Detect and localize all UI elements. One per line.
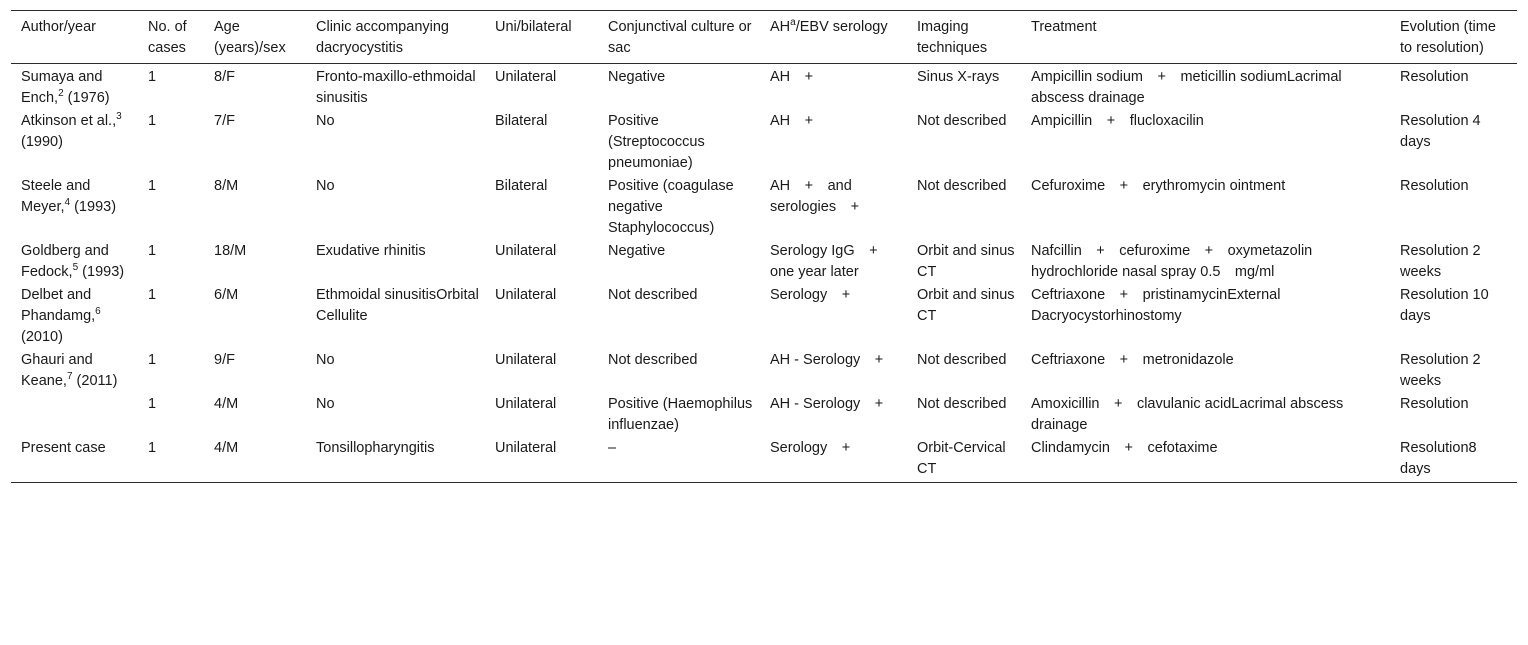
cell-evolution: Resolution 2 weeks [1400, 243, 1481, 280]
cell-author [11, 349, 138, 393]
cell-bilateral: Bilateral [495, 178, 548, 194]
cell-serology: Serology + [770, 440, 851, 456]
cell-age: 4/M [214, 440, 239, 456]
publication-year: (1976) [63, 90, 110, 106]
cell-serology: AH - Serology + [770, 352, 884, 368]
header-treatment: Treatment [1031, 19, 1097, 35]
cell-bilateral: Bilateral [495, 113, 548, 129]
reference-number: 6 [95, 306, 101, 318]
cell-serology: AH + [770, 113, 814, 129]
cell-culture: Not described [608, 352, 698, 368]
cell-cases: 1 [148, 178, 157, 194]
cell-culture: – [608, 440, 617, 456]
reference-number: 2 [58, 88, 64, 100]
cell-evolution: Resolution [1400, 178, 1469, 194]
cell-treatment: Ampicillin sodium + meticillin sodiumLacrimal abscess drainage [1031, 69, 1342, 106]
cell-culture: Positive (coagulase negative Staphylococcus) [608, 178, 734, 236]
table-row [11, 393, 1517, 437]
cell-author [11, 175, 138, 240]
cell-imaging: Orbit and sinus CT [917, 243, 1015, 280]
table-row [11, 284, 1517, 349]
cell-author [11, 393, 138, 437]
cell-clinic: No [316, 178, 335, 194]
publication-year: (2011) [72, 373, 118, 389]
cell-serology: Serology IgG + one year later [770, 243, 893, 280]
cell-clinic: No [316, 352, 335, 368]
cell-author [11, 240, 138, 284]
reference-number: 7 [66, 371, 73, 383]
cell-serology: AH + and serologies + [770, 178, 860, 215]
header-serology-footnote: a [790, 17, 796, 29]
cell-cases: 1 [148, 352, 157, 368]
cell-cases: 1 [148, 243, 157, 259]
cell-clinic: Ethmoidal sinusitisOrbital Cellulite [316, 287, 479, 324]
cell-bilateral: Unilateral [495, 352, 557, 368]
table-row [11, 240, 1517, 284]
author-name: Present case [21, 440, 106, 456]
cell-culture: Negative [608, 69, 666, 85]
publication-year: (1993) [78, 264, 125, 280]
cell-cases: 1 [148, 396, 157, 412]
reference-number: 4 [64, 197, 71, 209]
author-name: Ghauri and Keane, [21, 352, 93, 389]
header-age: Age (years)/sex [214, 19, 286, 56]
header-serology [760, 11, 907, 64]
cell-cases: 1 [148, 69, 157, 85]
cell-cases: 1 [148, 113, 157, 129]
cell-serology: AH - Serology + [770, 396, 884, 412]
cell-bilateral: Unilateral [495, 69, 557, 85]
header-culture: Conjunctival culture or sac [608, 19, 752, 56]
table-row [11, 175, 1517, 240]
cell-age: 8/F [214, 69, 235, 85]
cell-treatment: Ceftriaxone + metronidazole [1031, 352, 1234, 368]
author-name: Atkinson et al., [21, 113, 117, 129]
cell-imaging: Orbit and sinus CT [917, 287, 1015, 324]
author-name: Goldberg and Fedock, [21, 243, 109, 280]
case-comparison-table [11, 10, 1517, 483]
publication-year: (1990) [21, 134, 63, 150]
cell-bilateral: Unilateral [495, 243, 557, 259]
cell-clinic: No [316, 113, 335, 129]
cell-treatment: Cefuroxime + erythromycin ointment [1031, 178, 1286, 194]
cell-bilateral: Unilateral [495, 440, 557, 456]
cell-serology: AH + [770, 69, 814, 85]
cell-author [11, 437, 138, 483]
cell-age: 8/M [214, 178, 239, 194]
header-evolution: Evolution (time to resolution) [1400, 19, 1496, 56]
cell-treatment: Ampicillin + flucloxacilin [1031, 113, 1204, 129]
cell-age: 4/M [214, 396, 239, 412]
cell-culture: Positive (Haemophilus influenzae) [608, 396, 753, 433]
cell-clinic: Fronto-maxillo-ethmoidal sinusitis [316, 69, 476, 106]
publication-year: (1993) [70, 199, 117, 215]
cell-age: 9/F [214, 352, 235, 368]
cell-imaging: Sinus X-rays [917, 69, 1000, 85]
table-row [11, 64, 1517, 111]
cell-cases: 1 [148, 440, 157, 456]
cell-serology: Serology + [770, 287, 851, 303]
cell-imaging: Not described [917, 352, 1007, 368]
cell-author [11, 284, 138, 349]
cell-imaging: Not described [917, 113, 1007, 129]
cell-cases: 1 [148, 287, 157, 303]
table-body [11, 64, 1517, 483]
cell-culture: Not described [608, 287, 698, 303]
header-serology-suffix: /EBV serology [795, 19, 888, 35]
cell-treatment: Ceftriaxone + pristinamycinExternal Dacryocystorhinostomy [1031, 287, 1281, 324]
reference-number: 3 [116, 111, 122, 123]
cell-imaging: Not described [917, 396, 1007, 412]
cell-culture: Negative [608, 243, 666, 259]
cell-treatment: Clindamycin + cefotaxime [1031, 440, 1218, 456]
cell-treatment: Amoxicillin + clavulanic acidLacrimal abscess drainage [1031, 396, 1344, 433]
table-row [11, 437, 1517, 483]
cell-culture: Positive (Streptococcus pneumoniae) [608, 113, 705, 171]
cell-treatment: Nafcillin + cefuroxime + oxymetazolin hydrochloride nasal spray 0.5 mg/ml [1031, 243, 1313, 280]
cell-evolution: Resolution [1400, 69, 1469, 85]
cell-clinic: No [316, 396, 335, 412]
cell-bilateral: Unilateral [495, 287, 557, 303]
table-row [11, 349, 1517, 393]
reference-number: 5 [72, 262, 79, 274]
cell-clinic: Exudative rhinitis [316, 243, 426, 259]
cell-age: 6/M [214, 287, 239, 303]
header-cases: No. of cases [148, 19, 187, 56]
header-bilateral: Uni/bilateral [495, 19, 572, 35]
publication-year: (2010) [21, 329, 63, 345]
cell-clinic: Tonsillopharyngitis [316, 440, 435, 456]
cell-evolution: Resolution 2 weeks [1400, 352, 1481, 389]
table-row [11, 110, 1517, 175]
header-row [11, 11, 1517, 64]
header-serology-prefix: AH [770, 19, 791, 35]
cell-age: 18/M [214, 243, 247, 259]
cell-bilateral: Unilateral [495, 396, 557, 412]
author-name: Sumaya and Ench, [21, 69, 103, 106]
cell-author [11, 110, 138, 175]
cell-evolution: Resolution [1400, 396, 1469, 412]
header-imaging: Imaging techniques [917, 19, 988, 56]
author-name: Steele and Meyer, [21, 178, 91, 215]
author-name: Delbet and Phandamg, [21, 287, 96, 324]
cell-evolution: Resolution 10 days [1400, 287, 1489, 324]
cell-author [11, 64, 138, 111]
cell-evolution: Resolution 4 days [1400, 113, 1481, 150]
cell-imaging: Orbit-Cervical CT [917, 440, 1006, 477]
cell-age: 7/F [214, 113, 235, 129]
header-clinic: Clinic accompanying dacryocystitis [316, 19, 449, 56]
cell-imaging: Not described [917, 178, 1007, 194]
header-author: Author/year [21, 19, 96, 35]
cell-evolution: Resolution8 days [1400, 440, 1477, 477]
